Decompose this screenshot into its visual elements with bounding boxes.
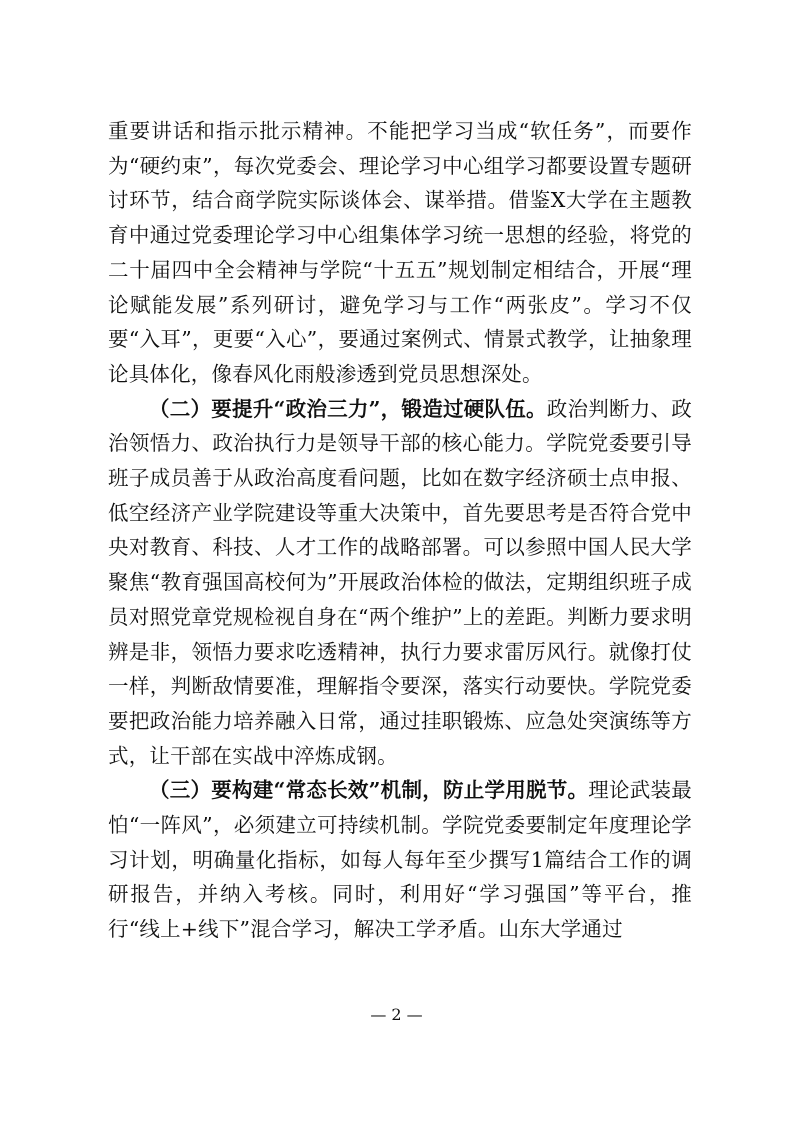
page-number: — 2 — <box>370 1005 423 1024</box>
paragraph-3-body: 理论武装最怕“一阵风”，必须建立可持续机制。学院党委要制定年度理论学习计划，明确量化指标，如每人每年至少撰写1篇结合工作的调研报告，并纳入考核。同时，利用好“学习强国”等平台，推行“线上+线下”混合学习，解决工学矛盾。山东大学通过 <box>108 778 692 942</box>
paragraph-3-heading: （三）要构建“常态长效”机制，防止学用脱节。 <box>149 778 589 803</box>
paragraph-2-heading: （二）要提升“政治三力”，锻造过硬队伍。 <box>149 396 547 421</box>
paragraph-2-body: 政治判断力、政治领悟力、政治执行力是领导干部的核心能力。学院党委要引导班子成员善于从政治高度看问题，比如在数字经济硕士点申报、低空经济产业学院建设等重大决策中，首先要思考是否符合党中央对教育、科技、人才工作的战略部署。可以参照中国人民大学聚焦“教育强国高校何为”开展政治体检的做法，定期组织班子成员对照党章党规检视自身在“两个维护”上的差距。判断力要求明辨是非，领悟力要求吃透精神，执行力要求雷厉风行。就像打仗一样，判断敌情要准，理解指令要深，落实行动要快。学院党委要把政治能力培养融入日常，通过挂职锻炼、应急处突演练等方式，让干部在实战中淬炼成钢。 <box>108 396 692 768</box>
paragraph-1-body: 重要讲话和指示批示精神。不能把学习当成“软任务”，而要作为“硬约束”，每次党委会、理论学习中心组学习都要设置专题研讨环节，结合商学院实际谈体会、谋举措。借鉴X大学在主题教育中通过党委理论学习中心组集体学习统一思想的经验，将党的二十届四中全会精神与学院“十五五”规划制定相结合，开展“理论赋能发展”系列研讨，避免学习与工作“两张皮”。学习不仅要“入耳”，更要“入心”，要通过案例式、情景式教学，让抽象理论具体化，像春风化雨般渗透到党员思想深处。 <box>108 119 692 386</box>
paragraph-3 <box>108 773 692 947</box>
paragraph-1 <box>108 114 692 392</box>
document-body <box>108 114 692 947</box>
paragraph-2 <box>108 392 692 774</box>
